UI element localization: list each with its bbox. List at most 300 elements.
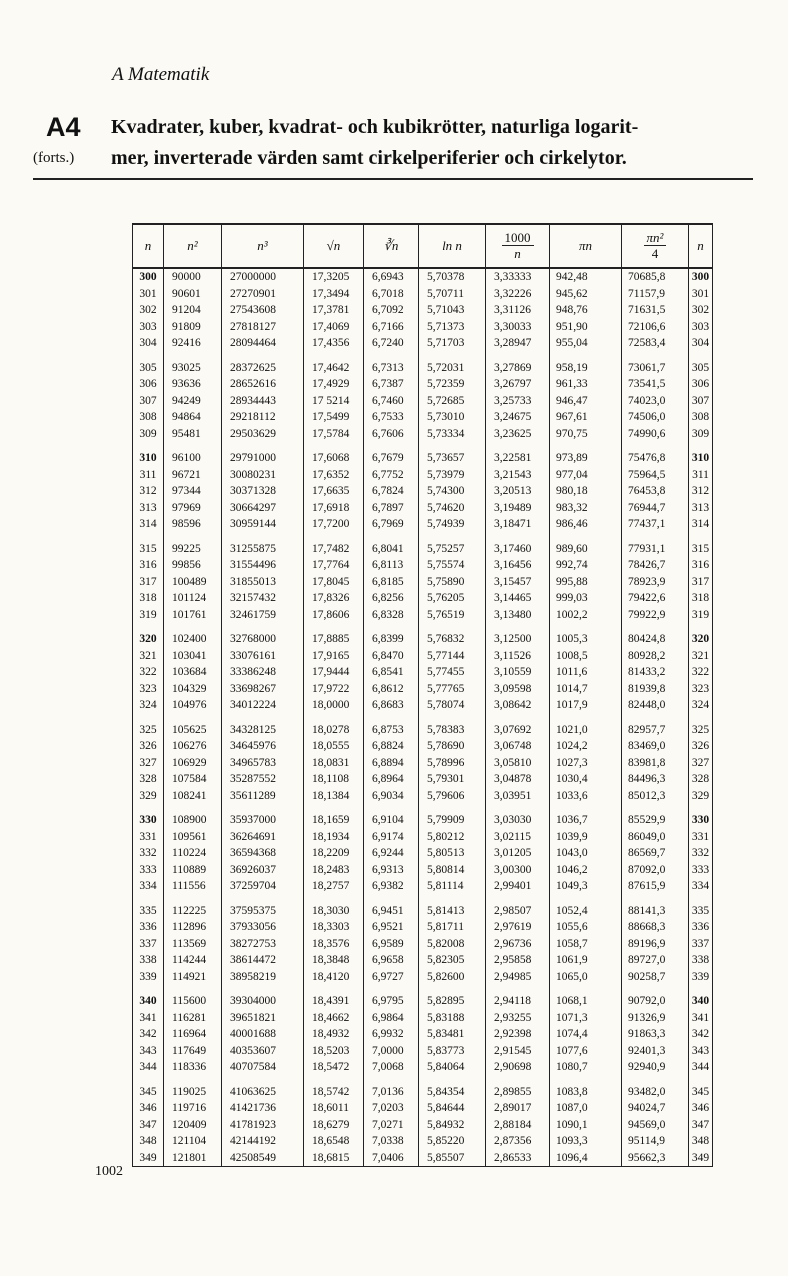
cell-circumference: 1046,2 [550,862,622,879]
cell-circumference: 1036,7 [550,804,622,829]
cell-inverse: 3,24675 [486,409,550,426]
cell-n-squared: 101761 [164,607,222,624]
col-header-ln: ln n [419,224,486,268]
cell-square-root: 17,4929 [304,376,364,393]
cell-ln: 5,72031 [419,352,486,377]
cell-circumference: 995,88 [550,574,622,591]
table-row [133,623,713,648]
cell-n-right: 335 [689,895,713,920]
table-row [133,895,713,920]
table-title-line-2: mer, inverterade värden samt cirkelperiferier och cirkelytor. [111,147,627,169]
cell-square-root: 18,0555 [304,738,364,755]
cell-circle-area: 85012,3 [622,788,689,805]
cell-n-right: 330 [689,804,713,829]
area-numerator: πn² [644,230,667,246]
cell-circle-area: 78426,7 [622,557,689,574]
cell-n: 346 [133,1100,164,1117]
cell-inverse: 3,28947 [486,335,550,352]
cell-n-squared: 100489 [164,574,222,591]
table-header-row [133,224,713,268]
cell-inverse: 3,12500 [486,623,550,648]
cell-inverse: 2,93255 [486,1010,550,1027]
cell-circle-area: 75964,5 [622,467,689,484]
cell-cube-root: 6,8612 [364,681,419,698]
cell-inverse: 2,88184 [486,1117,550,1134]
col-header-circumference: πn [550,224,622,268]
cell-circle-area: 71631,5 [622,302,689,319]
cell-ln: 5,73010 [419,409,486,426]
cell-n-cubed: 28652616 [222,376,304,393]
cell-n-cubed: 29218112 [222,409,304,426]
cell-cube-root: 7,0338 [364,1133,419,1150]
cell-n-right: 317 [689,574,713,591]
cell-circle-area: 86049,0 [622,829,689,846]
cell-cube-root: 6,7166 [364,319,419,336]
cell-n-cubed: 27543608 [222,302,304,319]
cell-ln: 5,76519 [419,607,486,624]
cell-n-cubed: 36926037 [222,862,304,879]
cell-circumference: 1061,9 [550,952,622,969]
cell-circumference: 942,48 [550,268,622,286]
cell-n: 327 [133,755,164,772]
table-row [133,442,713,467]
table-row [133,268,713,286]
cell-square-root: 17,4356 [304,335,364,352]
cell-square-root: 17,9722 [304,681,364,698]
cell-n-cubed: 32768000 [222,623,304,648]
cell-circle-area: 77931,1 [622,533,689,558]
cell-n-cubed: 39304000 [222,985,304,1010]
cell-circumference: 1068,1 [550,985,622,1010]
cell-ln: 5,71703 [419,335,486,352]
cell-square-root: 18,6279 [304,1117,364,1134]
cell-n-squared: 103041 [164,648,222,665]
cell-circle-area: 79422,6 [622,590,689,607]
cell-cube-root: 6,9589 [364,936,419,953]
cell-circle-area: 89196,9 [622,936,689,953]
inverse-denominator: n [514,246,521,261]
cell-circle-area: 83981,8 [622,755,689,772]
cell-square-root: 18,3030 [304,895,364,920]
cell-circle-area: 93482,0 [622,1076,689,1101]
cell-n: 331 [133,829,164,846]
cell-n-cubed: 34012224 [222,697,304,714]
cell-n-cubed: 36264691 [222,829,304,846]
cell-circle-area: 83469,0 [622,738,689,755]
cell-circle-area: 92940,9 [622,1059,689,1076]
cell-n-right: 316 [689,557,713,574]
cell-circumference: 1002,2 [550,607,622,624]
cell-n-squared: 116281 [164,1010,222,1027]
cell-n-right: 313 [689,500,713,517]
table-row [133,335,713,352]
cell-n-right: 307 [689,393,713,410]
cell-ln: 5,81413 [419,895,486,920]
cell-n-squared: 112225 [164,895,222,920]
cell-n-right: 342 [689,1026,713,1043]
cell-n-right: 341 [689,1010,713,1027]
table-row [133,985,713,1010]
cell-square-root: 18,1384 [304,788,364,805]
cell-circumference: 1087,0 [550,1100,622,1117]
cell-cube-root: 6,8894 [364,755,419,772]
cell-inverse: 2,98507 [486,895,550,920]
cell-cube-root: 6,9174 [364,829,419,846]
cell-n-cubed: 37259704 [222,878,304,895]
cell-n: 320 [133,623,164,648]
cell-circle-area: 95662,3 [622,1150,689,1167]
cell-square-root: 17,5784 [304,426,364,443]
table-body [133,268,713,1167]
cell-ln: 5,83773 [419,1043,486,1060]
cell-n: 325 [133,714,164,739]
cell-n-right: 349 [689,1150,713,1167]
table-row [133,878,713,895]
cell-cube-root: 6,8256 [364,590,419,607]
cell-n: 333 [133,862,164,879]
cell-ln: 5,73657 [419,442,486,467]
cell-n-squared: 120409 [164,1117,222,1134]
cell-n-right: 318 [689,590,713,607]
cell-n-cubed: 35937000 [222,804,304,829]
cell-square-root: 18,2757 [304,878,364,895]
cell-n-right: 309 [689,426,713,443]
cell-n-right: 336 [689,919,713,936]
cell-n: 334 [133,878,164,895]
cell-n-squared: 90601 [164,286,222,303]
cell-circle-area: 74990,6 [622,426,689,443]
table-row [133,607,713,624]
cell-n-squared: 93025 [164,352,222,377]
table-row [133,771,713,788]
col-header-circle-area [622,224,689,268]
cell-inverse: 3,27869 [486,352,550,377]
cell-ln: 5,76205 [419,590,486,607]
cell-n-right: 323 [689,681,713,698]
cell-n-right: 328 [689,771,713,788]
cell-n-cubed: 33076161 [222,648,304,665]
cell-n: 316 [133,557,164,574]
cell-circle-area: 82448,0 [622,697,689,714]
cell-inverse: 3,23625 [486,426,550,443]
cell-n-squared: 118336 [164,1059,222,1076]
table-row [133,1076,713,1101]
cell-circumference: 1055,6 [550,919,622,936]
cell-square-root: 17,8606 [304,607,364,624]
cell-n-cubed: 40353607 [222,1043,304,1060]
cell-n: 341 [133,1010,164,1027]
cell-n: 317 [133,574,164,591]
cell-n-cubed: 41781923 [222,1117,304,1134]
cell-ln: 5,75890 [419,574,486,591]
cell-circumference: 1005,3 [550,623,622,648]
cell-circumference: 1065,0 [550,969,622,986]
cell-square-root: 18,1108 [304,771,364,788]
cell-n-cubed: 41421736 [222,1100,304,1117]
cell-square-root: 18,3303 [304,919,364,936]
cell-inverse: 3,30033 [486,319,550,336]
cell-n-squared: 110889 [164,862,222,879]
cell-n: 323 [133,681,164,698]
cell-n-cubed: 28372625 [222,352,304,377]
cell-n: 301 [133,286,164,303]
cell-circumference: 1033,6 [550,788,622,805]
cell-n: 342 [133,1026,164,1043]
cell-n-right: 308 [689,409,713,426]
cell-circumference: 980,18 [550,483,622,500]
col-header-n: n [133,224,164,268]
cell-n-right: 305 [689,352,713,377]
cell-inverse: 3,09598 [486,681,550,698]
cell-n-right: 347 [689,1117,713,1134]
cell-ln: 5,75257 [419,533,486,558]
cell-circle-area: 91326,9 [622,1010,689,1027]
cell-cube-root: 6,7387 [364,376,419,393]
cell-square-root: 17,4069 [304,319,364,336]
cell-n-squared: 108900 [164,804,222,829]
cell-circle-area: 94024,7 [622,1100,689,1117]
cell-circumference: 1043,0 [550,845,622,862]
cell-n-squared: 102400 [164,623,222,648]
cell-circumference: 1071,3 [550,1010,622,1027]
cell-cube-root: 6,8541 [364,664,419,681]
cell-n-right: 319 [689,607,713,624]
cell-ln: 5,78074 [419,697,486,714]
cell-circle-area: 78923,9 [622,574,689,591]
cell-n-right: 327 [689,755,713,772]
cell-inverse: 3,17460 [486,533,550,558]
cell-cube-root: 6,9244 [364,845,419,862]
cell-inverse: 3,22581 [486,442,550,467]
cell-cube-root: 6,7679 [364,442,419,467]
cell-cube-root: 7,0271 [364,1117,419,1134]
cell-n-right: 340 [689,985,713,1010]
table-row [133,697,713,714]
cell-ln: 5,83188 [419,1010,486,1027]
cell-cube-root: 6,7240 [364,335,419,352]
cell-n-right: 344 [689,1059,713,1076]
math-table [132,223,713,1167]
table-row [133,574,713,591]
cell-n-cubed: 30371328 [222,483,304,500]
cell-cube-root: 6,9382 [364,878,419,895]
cell-square-root: 17 5214 [304,393,364,410]
cell-square-root: 17,6068 [304,442,364,467]
cell-inverse: 3,21543 [486,467,550,484]
cell-n: 300 [133,268,164,286]
cell-n-squared: 116964 [164,1026,222,1043]
cell-inverse: 3,18471 [486,516,550,533]
table-row [133,862,713,879]
cell-square-root: 18,0278 [304,714,364,739]
cell-square-root: 17,3781 [304,302,364,319]
cell-ln: 5,73334 [419,426,486,443]
cell-inverse: 3,01205 [486,845,550,862]
cell-inverse: 2,99401 [486,878,550,895]
col-header-inverse [486,224,550,268]
cell-n-right: 348 [689,1133,713,1150]
table-row [133,969,713,986]
col-header-n-cubed: n³ [222,224,304,268]
cell-n-cubed: 30959144 [222,516,304,533]
cell-square-root: 17,6918 [304,500,364,517]
cell-ln: 5,84644 [419,1100,486,1117]
col-header-n-right: n [689,224,713,268]
cell-circumference: 999,03 [550,590,622,607]
cell-n-cubed: 30664297 [222,500,304,517]
cell-n-squared: 117649 [164,1043,222,1060]
cell-n-cubed: 38272753 [222,936,304,953]
cell-n-squared: 121801 [164,1150,222,1167]
cell-square-root: 17,5499 [304,409,364,426]
cell-circle-area: 81433,2 [622,664,689,681]
cell-n-cubed: 27818127 [222,319,304,336]
area-denominator: 4 [651,246,659,261]
cell-n-right: 304 [689,335,713,352]
cell-n-right: 306 [689,376,713,393]
cell-n-squared: 104329 [164,681,222,698]
cell-n: 335 [133,895,164,920]
cell-square-root: 18,2483 [304,862,364,879]
cell-n-squared: 114921 [164,969,222,986]
cell-n-squared: 105625 [164,714,222,739]
cell-n-right: 324 [689,697,713,714]
cell-square-root: 18,3848 [304,952,364,969]
cell-ln: 5,84064 [419,1059,486,1076]
cell-n: 344 [133,1059,164,1076]
cell-ln: 5,82600 [419,969,486,986]
cell-square-root: 18,5742 [304,1076,364,1101]
cell-n: 337 [133,936,164,953]
table-title-line-1: Kvadrater, kuber, kvadrat- och kubikrötter, naturliga logarit- [111,116,639,138]
cell-inverse: 3,00300 [486,862,550,879]
cell-square-root: 17,9444 [304,664,364,681]
cell-n-right: 326 [689,738,713,755]
cell-cube-root: 6,7313 [364,352,419,377]
cell-circumference: 970,75 [550,426,622,443]
cell-n-squared: 98596 [164,516,222,533]
cell-n: 315 [133,533,164,558]
title-rule [33,178,753,180]
cell-n-squared: 115600 [164,985,222,1010]
cell-cube-root: 6,8753 [364,714,419,739]
continued-label: (forts.) [33,150,75,166]
cell-n-right: 339 [689,969,713,986]
cell-circle-area: 81939,8 [622,681,689,698]
cell-circumference: 1052,4 [550,895,622,920]
cell-ln: 5,80513 [419,845,486,862]
cell-circle-area: 84496,3 [622,771,689,788]
cell-n: 304 [133,335,164,352]
cell-circumference: 1093,3 [550,1133,622,1150]
cell-n: 339 [133,969,164,986]
cell-n-squared: 97969 [164,500,222,517]
cell-square-root: 18,0831 [304,755,364,772]
cell-circumference: 1049,3 [550,878,622,895]
cell-n-cubed: 39651821 [222,1010,304,1027]
cell-n-right: 345 [689,1076,713,1101]
cell-n-right: 303 [689,319,713,336]
cell-n: 329 [133,788,164,805]
cell-n-squared: 106929 [164,755,222,772]
cell-circle-area: 90258,7 [622,969,689,986]
cell-n-cubed: 40001688 [222,1026,304,1043]
cell-ln: 5,76832 [419,623,486,648]
cell-ln: 5,70378 [419,268,486,286]
cell-n: 307 [133,393,164,410]
cell-inverse: 3,11526 [486,648,550,665]
cell-n-squared: 91809 [164,319,222,336]
cell-n: 328 [133,771,164,788]
cell-cube-root: 6,9034 [364,788,419,805]
cell-n-cubed: 28934443 [222,393,304,410]
cell-n-cubed: 30080231 [222,467,304,484]
cell-inverse: 2,92398 [486,1026,550,1043]
cell-inverse: 3,03951 [486,788,550,805]
cell-cube-root: 6,9795 [364,985,419,1010]
table-row [133,952,713,969]
cell-circle-area: 73061,7 [622,352,689,377]
cell-square-root: 18,6548 [304,1133,364,1150]
table-row [133,319,713,336]
table-row [133,376,713,393]
cell-ln: 5,77765 [419,681,486,698]
cell-n-squared: 106276 [164,738,222,755]
cell-inverse: 2,95858 [486,952,550,969]
cell-inverse: 3,04878 [486,771,550,788]
cell-square-root: 17,6352 [304,467,364,484]
cell-square-root: 18,3576 [304,936,364,953]
cell-n-squared: 99225 [164,533,222,558]
table-row [133,286,713,303]
cell-n: 322 [133,664,164,681]
cell-n-right: 333 [689,862,713,879]
table-row [133,352,713,377]
cell-n: 340 [133,985,164,1010]
cell-square-root: 17,8885 [304,623,364,648]
cell-inverse: 2,87356 [486,1133,550,1150]
cell-circumference: 1074,4 [550,1026,622,1043]
cell-circumference: 955,04 [550,335,622,352]
cell-cube-root: 6,7092 [364,302,419,319]
cell-cube-root: 6,8328 [364,607,419,624]
col-header-cube-root: ∛n [364,224,419,268]
cell-circle-area: 74023,0 [622,393,689,410]
cell-cube-root: 6,7752 [364,467,419,484]
cell-cube-root: 6,9313 [364,862,419,879]
cell-inverse: 3,10559 [486,664,550,681]
cell-n: 306 [133,376,164,393]
cell-inverse: 3,19489 [486,500,550,517]
cell-cube-root: 6,7969 [364,516,419,533]
cell-n-right: 325 [689,714,713,739]
cell-inverse: 3,08642 [486,697,550,714]
cell-n-squared: 103684 [164,664,222,681]
cell-ln: 5,81114 [419,878,486,895]
cell-n-cubed: 37595375 [222,895,304,920]
cell-cube-root: 7,0068 [364,1059,419,1076]
cell-square-root: 18,4932 [304,1026,364,1043]
cell-ln: 5,82305 [419,952,486,969]
cell-ln: 5,85220 [419,1133,486,1150]
cell-n-squared: 119025 [164,1076,222,1101]
cell-circle-area: 76944,7 [622,500,689,517]
cell-ln: 5,82895 [419,985,486,1010]
table-row [133,1043,713,1060]
cell-n-squared: 99856 [164,557,222,574]
table-row [133,1150,713,1167]
cell-cube-root: 6,8399 [364,623,419,648]
